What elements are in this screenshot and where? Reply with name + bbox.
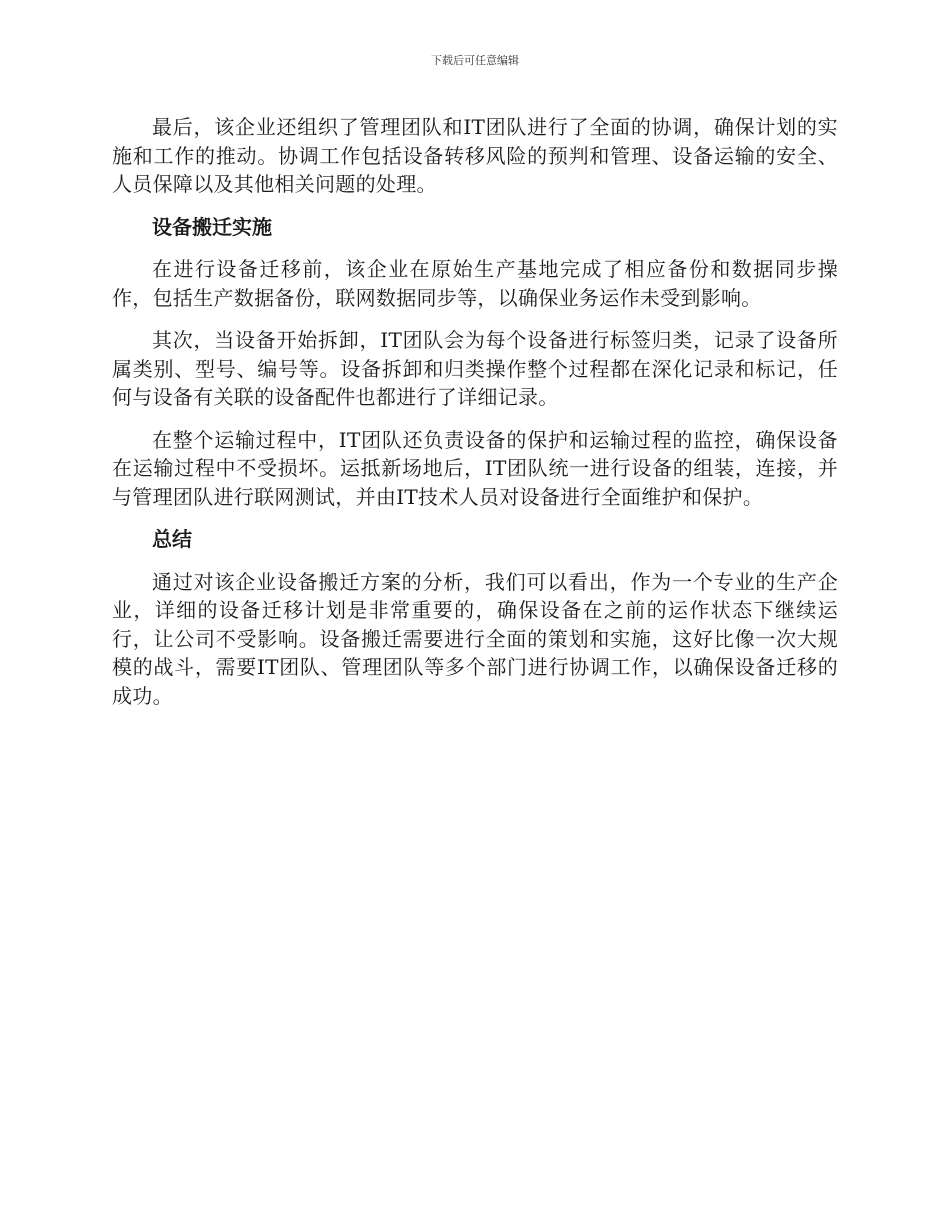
section-heading-implementation: 设备搬迁实施 xyxy=(152,214,272,239)
page-header: 下载后可任意编辑 xyxy=(431,54,519,67)
document-body xyxy=(112,113,838,724)
section-heading-summary: 总结 xyxy=(152,527,192,551)
paragraph-summary: 通过对该企业设备搬迁方案的分析，我们可以看出，作为一个专业的生产企业，详细的设备迁移计划是非常重要的，确保设备在之前的运作状态下继续运行，让公司不受影响。设备搬迁需要进行全面的策划和实施，这好比像一次大规模的战斗，需要IT团队、管理团队等多个部门进行协调工作，以确保设备迁移的成功。 xyxy=(112,569,838,708)
paragraph-coordination: 最后，该企业还组织了管理团队和IT团队进行了全面的协调，确保计划的实施和工作的推动。协调工作包括设备转移风险的预判和管理、设备运输的安全、人员保障以及其他相关问题的处理。 xyxy=(112,115,838,196)
paragraph-backup: 在进行设备迁移前，该企业在原始生产基地完成了相应备份和数据同步操作，包括生产数据备份，联网数据同步等，以确保业务运作未受到影响。 xyxy=(112,257,838,310)
paragraph-dismantle: 其次，当设备开始拆卸，IT团队会为每个设备进行标签归类，记录了设备所属类别、型号、编号等。设备拆卸和归类操作整个过程都在深化记录和标记，任何与设备有关联的设备配件也都进行了详细记录。 xyxy=(112,328,838,409)
paragraph-transport: 在整个运输过程中，IT团队还负责设备的保护和运输过程的监控，确保设备在运输过程中不受损坏。运抵新场地后，IT团队统一进行设备的组装，连接，并与管理团队进行联网测试，并由IT技术人员对设备进行全面维护和保护。 xyxy=(112,427,838,509)
